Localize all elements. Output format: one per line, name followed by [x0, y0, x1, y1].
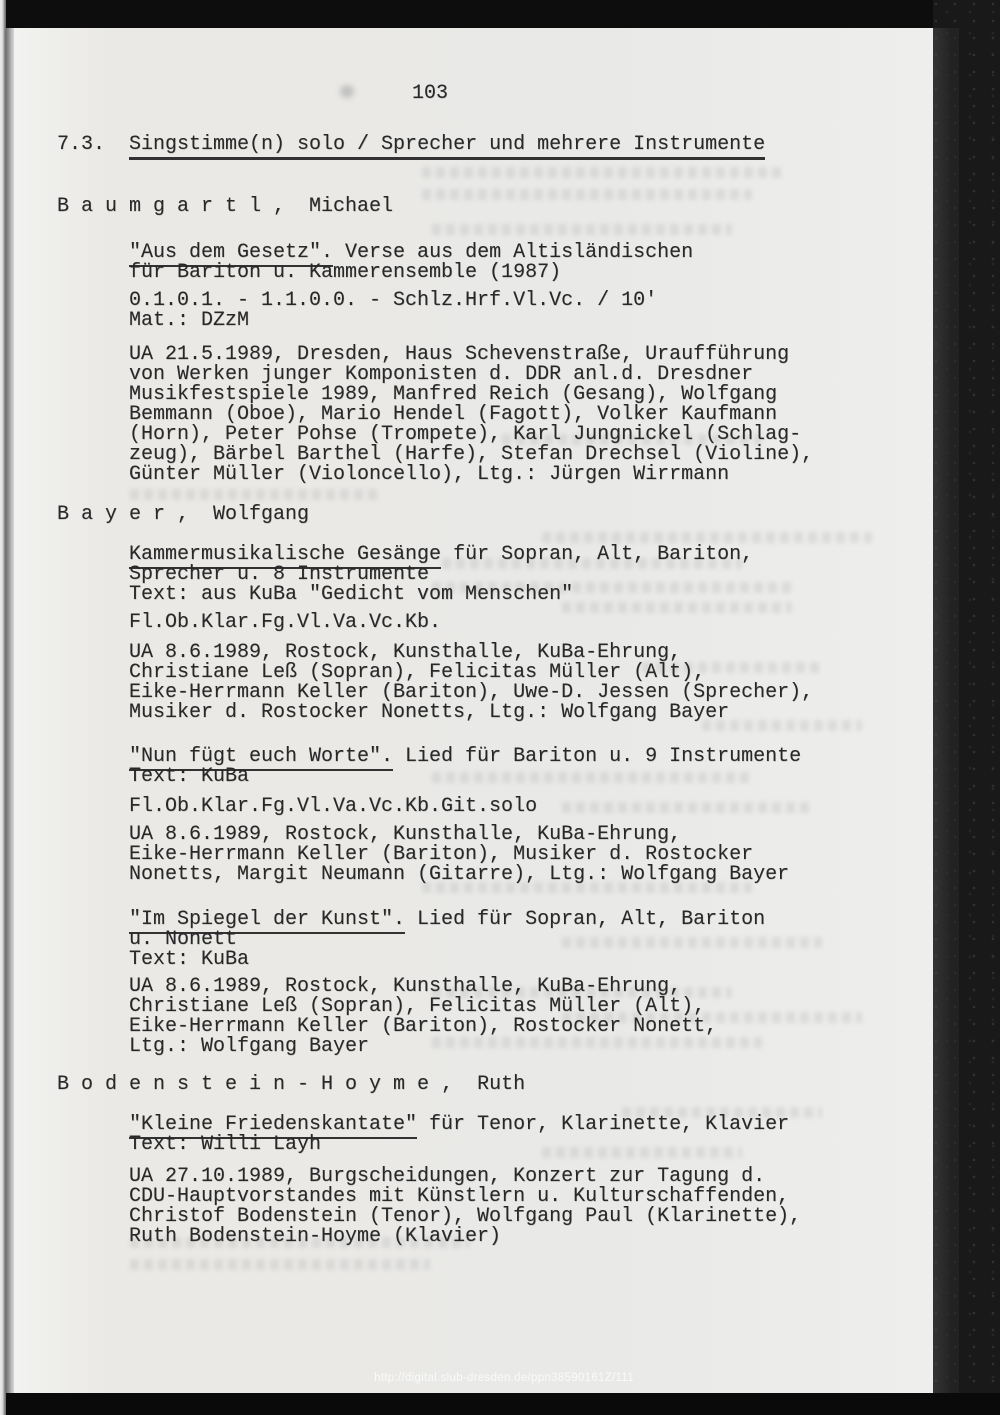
- bleed-through-artifact: [542, 532, 872, 543]
- bleed-through-artifact: [432, 224, 732, 235]
- work-title-block: [129, 910, 765, 970]
- work-subtitle-line: Sprecher u. 8 Instrumente: [129, 563, 430, 586]
- premiere-line: Günter Müller (Violoncello), Ltg.: Jürgen Wirrmann: [129, 463, 730, 486]
- material-line: Mat.: DZzM: [129, 309, 250, 332]
- work-text-line: Text: aus KuBa "Gedicht vom Menschen": [129, 583, 574, 606]
- work-text-line: Text: KuBa: [129, 948, 250, 971]
- premiere-line: zeug), Bärbel Barthel (Harfe), Stefan Drechsel (Violine),: [129, 443, 814, 466]
- work-title-line: [129, 747, 801, 767]
- premiere-line: Ruth Bodenstein-Hoyme (Klavier): [129, 1225, 502, 1248]
- instrumentation-line: 0.1.0.1. - 1.1.0.0. - Schlz.Hrf.Vl.Vc. / 10': [129, 289, 658, 312]
- instrumentation-line: Fl.Ob.Klar.Fg.Vl.Va.Vc.Kb.Git.solo: [129, 795, 538, 818]
- bleed-through-artifact: [562, 802, 812, 813]
- premiere-line: Eike-Herrmann Keller (Bariton), Uwe-D. Jessen (Sprecher),: [129, 681, 814, 704]
- premiere-line: Nonetts, Margit Neumann (Gitarre), Ltg.: Wolfgang Bayer: [129, 863, 790, 886]
- bleed-through-artifact: [130, 489, 380, 500]
- section-number: 7.3.: [57, 133, 106, 156]
- instrumentation-block: [129, 613, 441, 633]
- composer-name: B o d e n s t e i n - H o y m e , Ruth: [57, 1073, 526, 1096]
- work-title-block: [129, 747, 801, 787]
- digitization-watermark-url: http://digital.slub-dresden.de/ppn38590161Z/111: [374, 1372, 634, 1384]
- work-text-line: Text: KuBa: [129, 765, 250, 788]
- premiere-block: [129, 345, 813, 485]
- bleed-through-artifact: [422, 167, 782, 178]
- bleed-through-artifact: [130, 1259, 430, 1270]
- work-title: "Im Spiegel der Kunst".: [129, 908, 405, 934]
- premiere-line: (Horn), Peter Pohse (Trompete), Karl Jungnickel (Schlag-: [129, 423, 802, 446]
- premiere-line: Musikfestspiele 1989, Manfred Reich (Gesang), Wolfgang: [129, 383, 778, 406]
- premiere-line: UA 8.6.1989, Rostock, Kunsthalle, KuBa-Ehrung,: [129, 641, 682, 664]
- work-title: "Kleine Friedenskantate": [129, 1113, 417, 1139]
- work-subtitle-line: u. Nonett: [129, 928, 238, 951]
- work-subtitle-line: für Bariton u. Kammerensemble (1987): [129, 261, 562, 284]
- premiere-line: CDU-Hauptvorstandes mit Künstlern u. Kulturschaffenden,: [129, 1185, 790, 1208]
- premiere-line: Eike-Herrmann Keller (Bariton), Rostocker Nonett,: [129, 1015, 718, 1038]
- work-text-line: Text: Willi Layh: [129, 1133, 322, 1156]
- work-title-line: [129, 910, 765, 930]
- work-title: Kammermusikalische Gesänge: [129, 543, 441, 569]
- work-title: "Nun fügt euch Worte".: [129, 745, 393, 771]
- premiere-line: von Werken junger Komponisten d. DDR anl.d. Dresdner: [129, 363, 754, 386]
- work-title: "Aus dem Gesetz".: [129, 241, 333, 267]
- section-heading: [57, 135, 765, 155]
- bleed-through-artifact: [422, 189, 752, 200]
- premiere-line: UA 27.10.1989, Burgscheidungen, Konzert zur Tagung d.: [129, 1165, 766, 1188]
- instrumentation-block: [129, 797, 537, 817]
- premiere-line: Christof Bodenstein (Tenor), Wolfgang Paul (Klarinette),: [129, 1205, 802, 1228]
- work-title-block: [129, 1115, 789, 1155]
- composer-name: B a u m g a r t l , Michael: [57, 195, 394, 218]
- work-title-line: [129, 243, 693, 263]
- scan-smudge: [340, 85, 354, 98]
- work-title-rest: Lied für Sopran, Alt, Bariton: [405, 908, 766, 931]
- premiere-block: [129, 1167, 801, 1247]
- premiere-line: Ltg.: Wolfgang Bayer: [129, 1035, 370, 1058]
- premiere-line: Christiane Leß (Sopran), Felicitas Müller (Alt),: [129, 995, 706, 1018]
- work-title-block: [129, 243, 693, 283]
- premiere-line: Musiker d. Rostocker Nonetts, Ltg.: Wolfgang Bayer: [129, 701, 730, 724]
- work-title-line: [129, 545, 753, 565]
- instrumentation-block: [129, 291, 657, 331]
- premiere-block: [129, 977, 717, 1057]
- section-title: Singstimme(n) solo / Sprecher und mehrere Instrumente: [129, 133, 765, 160]
- premiere-line: UA 21.5.1989, Dresden, Haus Schevenstraße, Uraufführung: [129, 343, 790, 366]
- work-title-rest: Verse aus dem Altisländischen: [333, 241, 694, 264]
- premiere-block: [129, 643, 813, 723]
- premiere-line: Christiane Leß (Sopran), Felicitas Müller (Alt),: [129, 661, 706, 684]
- premiere-block: [129, 825, 789, 885]
- premiere-line: Bemmann (Oboe), Mario Hendel (Fagott), Volker Kaufmann: [129, 403, 778, 426]
- book-cover-bottom-edge: [6, 1393, 1000, 1415]
- work-title-rest: für Sopran, Alt, Bariton,: [441, 543, 754, 566]
- premiere-line: UA 8.6.1989, Rostock, Kunsthalle, KuBa-Ehrung,: [129, 975, 682, 998]
- work-title-rest: für Tenor, Klarinette, Klavier: [417, 1113, 790, 1136]
- book-cover-top-edge: [6, 0, 1000, 28]
- work-title-rest: Lied für Bariton u. 9 Instrumente: [393, 745, 802, 768]
- premiere-line: Eike-Herrmann Keller (Bariton), Musiker d. Rostocker: [129, 843, 754, 866]
- work-title-block: [129, 545, 753, 605]
- instrumentation-line: Fl.Ob.Klar.Fg.Vl.Va.Vc.Kb.: [129, 611, 442, 634]
- work-title-line: [129, 1115, 789, 1135]
- composer-name: B a y e r , Wolfgang: [57, 503, 310, 526]
- book-gutter-shadow: [0, 0, 14, 1415]
- premiere-line: UA 8.6.1989, Rostock, Kunsthalle, KuBa-Ehrung,: [129, 823, 682, 846]
- document-page: [14, 28, 933, 1393]
- page-number: 103: [412, 82, 449, 105]
- page-edge-shadow: [933, 28, 959, 1393]
